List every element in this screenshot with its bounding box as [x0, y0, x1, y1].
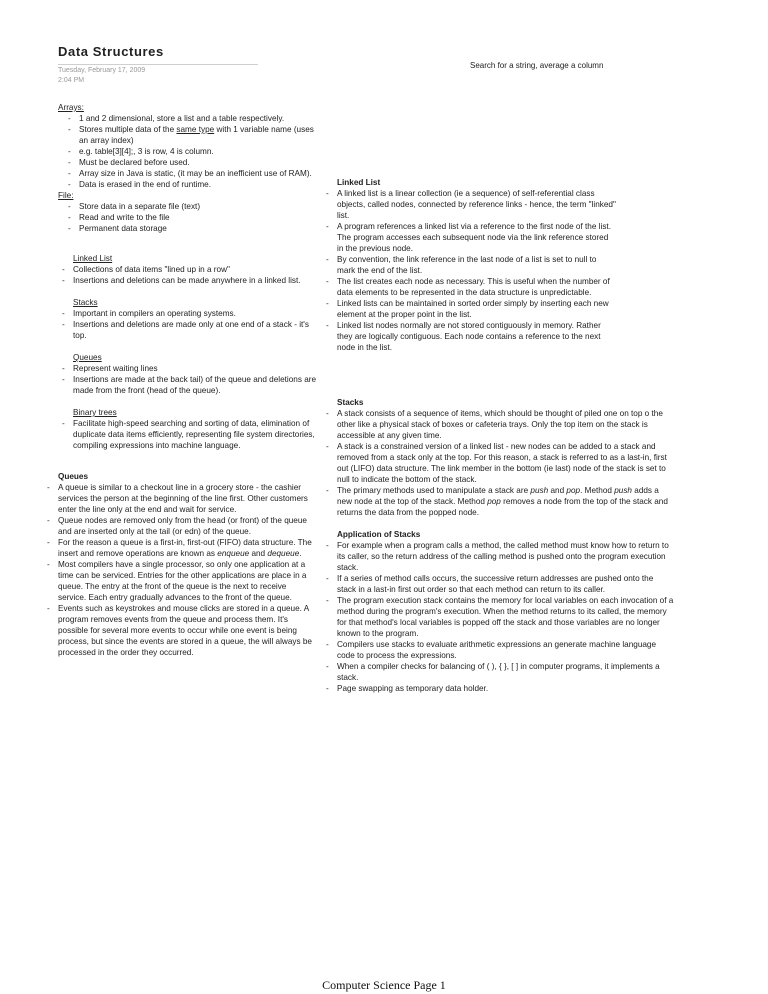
- list-item-text: The primary methods used to manipulate a stack are: [337, 486, 531, 495]
- list-item: - Events such as keystrokes and mouse clicks are stored in a queue. A program removes events from the queue and process them. It's possible for several more events to occur while one event is being process, but since the events are stored in a queue, the will always be processed in the order they occurred.: [47, 603, 313, 658]
- list-item: - Insertions and deletions are made only at one end of a stack - it's top.: [62, 319, 320, 341]
- list-item: - Must be declared before used.: [68, 157, 320, 168]
- list-item: - Data is erased in the end of runtime.: [68, 179, 320, 190]
- title-divider: [58, 64, 258, 65]
- list-item: - If a series of method calls occurs, the successive return addresses are pushed onto the stack in a last-in first out order so that each method can return to its caller.: [326, 573, 674, 595]
- list-item: - By convention, the link reference in the last node of a list is set to null to mark the end of the list.: [326, 254, 616, 276]
- enqueue-term: enqueue: [217, 549, 250, 558]
- list-item: - A linked list is a linear collection (ie a sequence) of self-referential class objects, called nodes, connected by reference links - hence, the term "linked" list.: [326, 188, 616, 221]
- list-item: - A queue is similar to a checkout line in a grocery store - the cashier services the person at the beginning of the line first. Other customers enter the line only at the end and wait for service.: [47, 482, 313, 515]
- list-item: - Important in compilers an operating systems.: [62, 308, 320, 319]
- file-list: [68, 201, 320, 234]
- right-linked-list-list: [326, 188, 616, 353]
- application-list: [326, 540, 674, 694]
- push-term: push: [530, 486, 549, 495]
- list-item: - A stack is a constrained version of a linked list - new nodes can be added to a stack and removed from a stack only at the top. For this reason, a stack is referred to as a last-in, first out (LIFO) data structure. The link member in the bottom (ie last) node of the stack is set to null to indicate the bottom of the stack.: [326, 441, 674, 485]
- page-title: Data Structures: [58, 44, 164, 59]
- list-item: - Store data in a separate file (text): [68, 201, 320, 212]
- page-footer: Computer Science Page 1: [322, 978, 446, 992]
- list-item: - A stack consists of a sequence of items, which should be thought of piled one on top o the other like a physical stack of boxes or cafeteria trays. Only the top item on the stack is accessible at any given time.: [326, 408, 674, 441]
- list-item: - Queue nodes are removed only from the head (or front) of the queue and are inserted only at the tail (or edn) of the queue.: [47, 515, 313, 537]
- pop-term: pop: [566, 486, 581, 495]
- list-item: - A program references a linked list via a reference to the first node of the list. The program accesses each subsequent node via the link reference stored in the previous node.: [326, 221, 616, 254]
- list-item: - Linked list nodes normally are not stored contiguously in memory. Rather they are logically contiguous. Each node contains a reference to the next node in the list.: [326, 320, 616, 353]
- list-item-text: Stores multiple data of the: [79, 125, 177, 134]
- list-item: - 1 and 2 dimensional, store a list and a table respectively.: [68, 113, 320, 124]
- list-item: [68, 124, 320, 146]
- page-note: Search for a string, average a column: [470, 61, 604, 70]
- left-column-overview: [62, 253, 320, 451]
- list-item-text: with 1 variable name (uses an array index): [79, 125, 314, 145]
- queues-detail-heading: Queues: [58, 472, 89, 481]
- list-item-text: and: [249, 549, 268, 558]
- list-item-text: removes a node from the top of the stack and returns the data from the popped node.: [337, 497, 668, 517]
- file-heading: File:: [58, 191, 74, 200]
- list-item-text: adds a new node at the top of the stack. Method: [337, 486, 659, 506]
- list-item: - Insertions are made at the back tail) of the queue and deletions are made from the front (head of the queue).: [62, 374, 320, 396]
- queues-detail-list: [47, 482, 313, 658]
- list-item: - When a compiler checks for balancing of ( ), { }, [ ] in computer programs, it implements a stack.: [326, 661, 674, 683]
- list-item: - Most compilers have a single processor, so only one application at a time can be serviced. Entries for the other applications are place in a queue. The entry at the front of the queue is the next to receive service. Each entry gradually advances to the front of the queue.: [47, 559, 313, 603]
- right-linked-list-heading: Linked List: [337, 178, 381, 187]
- page-time: 2:04 PM: [58, 77, 85, 84]
- list-item-text: For the reason a queue is a first-in, first-out (FIFO) data structure. The insert and remove operations are known as: [58, 538, 312, 558]
- list-item: - Permanent data storage: [68, 223, 320, 234]
- list-item: - Collections of data items "lined up in a row": [62, 264, 320, 275]
- list-item: - e.g. table[3][4];, 3 is row, 4 is column.: [68, 146, 320, 157]
- binary-trees-list: [62, 418, 320, 451]
- list-item: - Array size in Java is static, (it may be an inefficient use of RAM).: [68, 168, 320, 179]
- left-column-top: [58, 102, 320, 234]
- binary-trees-heading: Binary trees: [73, 408, 117, 417]
- list-item: - Represent waiting lines: [62, 363, 320, 374]
- arrays-heading: Arrays:: [58, 103, 84, 112]
- stacks-list: [62, 308, 320, 341]
- linked-list-list: [62, 264, 320, 286]
- dequeue-term: dequeue: [267, 549, 300, 558]
- underlined-term: same type: [176, 125, 215, 134]
- list-item-text: . Method: [580, 486, 615, 495]
- queues-list: [62, 363, 320, 396]
- list-item: - For example when a program calls a method, the called method must know how to return to its caller, so the return address of the calling method is pushed onto the program execution stack.: [326, 540, 674, 573]
- list-item-text: .: [299, 549, 302, 558]
- list-item: - Facilitate high-speed searching and sorting of data, elimination of duplicate data items efficiently, representing file system directories, compiling expressions into machine language.: [62, 418, 320, 451]
- right-column-stacks: [326, 397, 674, 694]
- application-heading: Application of Stacks: [337, 530, 421, 539]
- list-item: - Insertions and deletions can be made anywhere in a linked list.: [62, 275, 320, 286]
- right-stacks-heading: Stacks: [337, 398, 364, 407]
- pop-term: pop: [487, 497, 501, 506]
- stacks-heading: Stacks: [73, 298, 98, 307]
- linked-list-heading: Linked List: [73, 254, 113, 263]
- list-item: - Linked lists can be maintained in sorted order simply by inserting each new element at the proper point in the list.: [326, 298, 616, 320]
- list-item: - Page swapping as temporary data holder.: [326, 683, 674, 694]
- list-item: - The list creates each node as necessary. This is useful when the number of data elements to be represented in the data structure is unpredictable.: [326, 276, 616, 298]
- list-item: - Read and write to the file: [68, 212, 320, 223]
- arrays-list: [68, 113, 320, 190]
- push-term: push: [614, 486, 632, 495]
- list-item: [47, 537, 313, 559]
- list-item: [326, 485, 674, 518]
- queues-heading: Queues: [73, 353, 102, 362]
- right-stacks-list: [326, 408, 674, 518]
- list-item: - The program execution stack contains the memory for local variables on each invocation of a method during the program's execution. When the method returns to its called, the memory for that method's local variables is popped off the stack and those variables are no longer known to the program.: [326, 595, 674, 639]
- right-column-linked-list: [326, 177, 616, 353]
- left-column-queues: [47, 471, 313, 658]
- list-item: - Compilers use stacks to evaluate arithmetic expressions an generate machine language code to process the expressions.: [326, 639, 674, 661]
- list-item-text: and: [548, 486, 567, 495]
- page-date: Tuesday, February 17, 2009: [58, 67, 146, 74]
